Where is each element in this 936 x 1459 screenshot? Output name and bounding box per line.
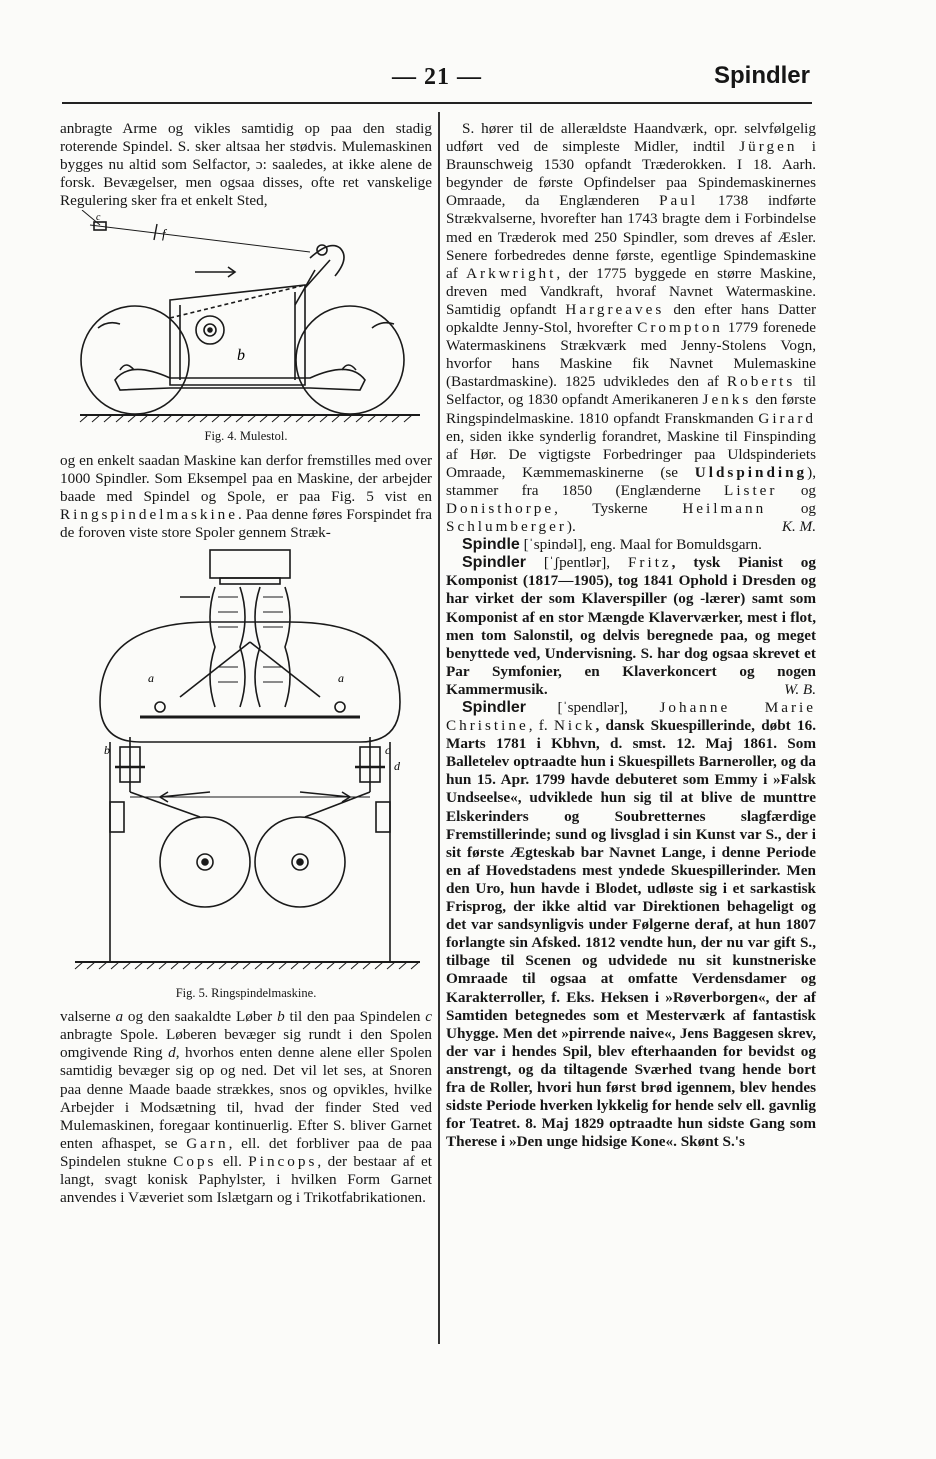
fig4-label-c: c <box>96 212 101 224</box>
right-column <box>446 120 816 1151</box>
label-b: b <box>277 1008 285 1026</box>
figure-5-caption: Fig. 5. Ringspindelmaskine. <box>175 986 317 1001</box>
crossref-uldspinding: Uldspinding <box>694 463 808 481</box>
text-span: ), stammer fra 1850 (Englænderne <box>446 463 817 499</box>
person-girard: Girard <box>758 409 816 427</box>
left-paragraph-3 <box>60 1008 432 1207</box>
text-span: den efter hans Datter opkaldte Jenny-Stol, hvorefter <box>446 300 817 337</box>
person-nick: Nick <box>553 717 596 735</box>
text-span: [ˈspendlər], <box>557 699 628 716</box>
left-paragraph-2-end: . Paa denne føres Forspindet fra de foroven viste store Spoler gennem Stræk- <box>60 505 432 541</box>
text-span: , ell. det forbliver paa de paa Spindelen stukne <box>60 1134 433 1170</box>
person-roberts: Roberts <box>727 373 796 391</box>
person-crompton: Crompton <box>637 319 723 337</box>
column-divider <box>438 112 440 1344</box>
person-paul: Paul <box>659 192 699 210</box>
label-d: d <box>168 1044 176 1062</box>
text-span: ell. <box>222 1152 242 1170</box>
fig5-label-d: d <box>394 759 400 774</box>
fig4-label-b: b <box>237 347 245 365</box>
label-c: c <box>425 1008 432 1026</box>
text-span: og den saakaldte Løber <box>123 1008 278 1026</box>
text-span: 1738 indførte Strækvalserne, hvorefter han 1743 bragte dem i Forbindelse med en Træderok med 250 Spindler, som dreves af Æsler. Senere forbedredes denne første, egentlige Spindemaskine af <box>446 192 817 282</box>
page-header <box>62 62 812 104</box>
fig5-label-b: b <box>104 743 110 758</box>
entry-spindle <box>446 536 816 554</box>
text-span: , der bestaar af et langt, svagt konisk Paphylster, i hvilken Form Garnet anvendes i Væveriet som Islætgarn og i Trikotfabrikationen. <box>60 1152 433 1207</box>
headword-spindle: Spindle <box>462 536 520 554</box>
left-paragraph-1: anbragte Arme og vikles samtidig op paa den stadig roterende Spindel. S. sker altsaa her stødvis. Mulemaskinen bygges nu altid som Selfactor, ɔ: saaledes, at ikke alene de forsk. Bevægelser, men ogsaa disses, ofte ret vanskelige Regulering sker fra et enkelt Sted, <box>60 120 432 210</box>
left-paragraph-2: og en enkelt saadan Maskine kan derfor fremstilles med over 1000 Spindler. Som Eksempel paa en Maskine, der arbejder baade med Spindel og Spole, er paa Fig. 5 vist en <box>60 451 432 505</box>
entry-spindler-fritz <box>446 554 816 699</box>
person-donisthorpe: Donisthorpe <box>446 499 555 517</box>
label-a: a <box>115 1008 124 1026</box>
page-number: — 21 — <box>392 64 482 90</box>
person-jurgen: Jürgen <box>739 138 798 156</box>
headword-spindler: Spindler <box>462 699 527 716</box>
text-span: , f. <box>528 717 548 735</box>
person-jenks: Jenks <box>702 391 752 409</box>
term-cops: Cops <box>173 1152 217 1170</box>
person-arkwright: Arkwright <box>466 264 557 282</box>
fig5-label-a-right: a <box>338 671 344 686</box>
person-schlumberger: Schlumberger <box>446 518 567 536</box>
text-span: en, siden ikke synderlig forandret, Maskine til Finspinding af Hør. De vigtigste Forbedringer paa Uldspinderiets Omraade, Kæmmemaskinerne (se <box>446 427 816 481</box>
running-head: Spindler <box>713 62 810 89</box>
figure-4-caption: Fig. 4. Mulestol. <box>204 429 288 444</box>
text-span: og <box>800 481 816 499</box>
fig5-label-c: c <box>385 743 391 758</box>
crossref-garn: Garn <box>186 1134 229 1152</box>
person-johanne-marie-christine: Johanne Marie Christine <box>446 699 817 735</box>
text-span: [ˈʃpentlər], <box>543 554 611 572</box>
text-span: til Selfactor, og 1830 opfandt Amerikaneren <box>446 373 817 409</box>
text-span: anbragte Spole. Løberen bevæger sig rundt i den Spolen omgivende Ring <box>60 1026 432 1062</box>
figure-5-ringspindelmaskine <box>60 542 432 982</box>
text-span: til den paa Spindelen <box>284 1008 426 1026</box>
text-span: , tysk Pianist og Komponist (1817—1905), tog 1841 Ophold i Dresden og har virket der som Klaverspiller (og -lærer) samt som Komponist af en stor Mængde Klaverværker, mest i flot, men tom Salonstil, og delvis beregnede paa, og meget benyttede ved, Undervisning. S. har dog ogsaa skrevet et Par Symfonier, en Klaverkoncert og nogen Kammermusik. <box>446 554 816 698</box>
author-signature: K. M. <box>781 518 816 536</box>
term-pincops: Pincops <box>248 1152 318 1170</box>
headword-spindler: Spindler <box>462 554 527 572</box>
figure-4-mulestol <box>60 210 432 425</box>
text-span: ). <box>566 518 576 536</box>
fig5-label-a-left: a <box>148 671 154 686</box>
term-ringspindelmaskine: Ringspindelmaskine <box>60 505 239 523</box>
fig4-label-f: f <box>162 226 166 242</box>
text-span: [ˈspindəl], eng. Maal for Bomuldsgarn. <box>523 536 762 554</box>
person-fritz: Fritz <box>627 554 672 572</box>
person-hargreaves: Hargreaves <box>565 300 665 318</box>
entry-spindler-history <box>446 120 816 536</box>
entry-spindler-johanne <box>446 699 816 1151</box>
text-span: S. hører til de allerældste Haandværk, opr. selvfølgelig udført ved de simpleste Midler, indtil <box>446 120 816 156</box>
person-heilmann: Heilmann <box>682 499 767 517</box>
text-span: , dansk Skuespillerinde, døbt 16. Marts 1781 i Kbhvn, d. smst. 12. Maj 1861. Som Balletelev optraadte hun i Skuespillets Barneroller, og da hun 15. Apr. 1799 havde debuteret som Emmy i »Falsk Undseelse«, udviklede hun sig til at blive de munttre Elskerinders og Soubretternes slagfærdige Fremstillerinde; sund og livsglad i sin Kunst var S., der i sit første Ægteskab bar Navnet Lange, i denne Periode en af Hovedstadens mest yndede Skuespillerinder. Men den Uro, hun havde i Blodet, udløste sig i et sarkastisk Frisprog, der ikke altid var Direktionen behageligt og det var sandsynligvis under Følgerne deraf, at hun 1807 forlangte sin Afsked. 1812 vendte hun, der nu var gift S., tilbage til Scenen og udvidede nu sit kunstneriske Omraade til ogsaa at omfatte Verdensdamer og Karakterroller, f. Eks. Heksen i »Røverborgen«, der af Samtiden betegnedes som et Mesterværk af fantastisk Uhygge. Men det »pirrende naive«, Jens Baggesen skrev, der var i hendes Spil, blev efterhaanden for bevidst og anstrengt, og da tiltagende Sværhed tvang hende bort fra de Roller, hvori hun først brød igennem, blev hendes sidste Periode hverken lykkelig for hende selv ell. gavnlig for Teatret. 8. Maj 1829 optraadte hun sidste Gang som Therese i »Den unge hidsige Kone«. Skønt S.'s <box>446 717 817 1151</box>
text-span: valserne <box>60 1008 116 1026</box>
author-signature: W. B. <box>784 680 816 698</box>
text-span: , Tyskerne <box>554 499 648 517</box>
text-span: og <box>800 499 817 517</box>
left-column <box>60 120 432 1207</box>
text-span: , hvorhos enten denne alene eller Spolen samtidig bevæger sig op og ned. Det vil let ses, at Snoren paa denne Maade baade strækkes, snos og opvikles, hvilke Arbejder i Modsætning til, hvad der finder Sted ved Mulemaskinen, foregaar kontinuerlig. Efter S. bliver Garnet enten afhaspet, se <box>60 1044 432 1152</box>
text-span: den første Ringspindelmaskine. 1810 opfandt Franskmanden <box>446 391 817 427</box>
text-span: 1779 forenede Watermaskinens Strækværk med Jenny-Stolens Vogn, hvorfor hans Maskine fik Navnet Mulemaskine (Bastardmaskine). 1825 udvikledes den af <box>446 319 817 391</box>
text-span: , der 1775 byggede en større Maskine, dreven med Vandkraft, hvoraf Navnet Watermaskine. Samtidig opfandt <box>446 264 817 318</box>
text-span: i Braunschweig 1530 opfandt Træderokken. I 18. Aarh. begynder de første Opfindelser paa Spindemaskinernes Omraade, da Englænderen <box>446 138 817 210</box>
person-lister: Lister <box>724 481 778 499</box>
